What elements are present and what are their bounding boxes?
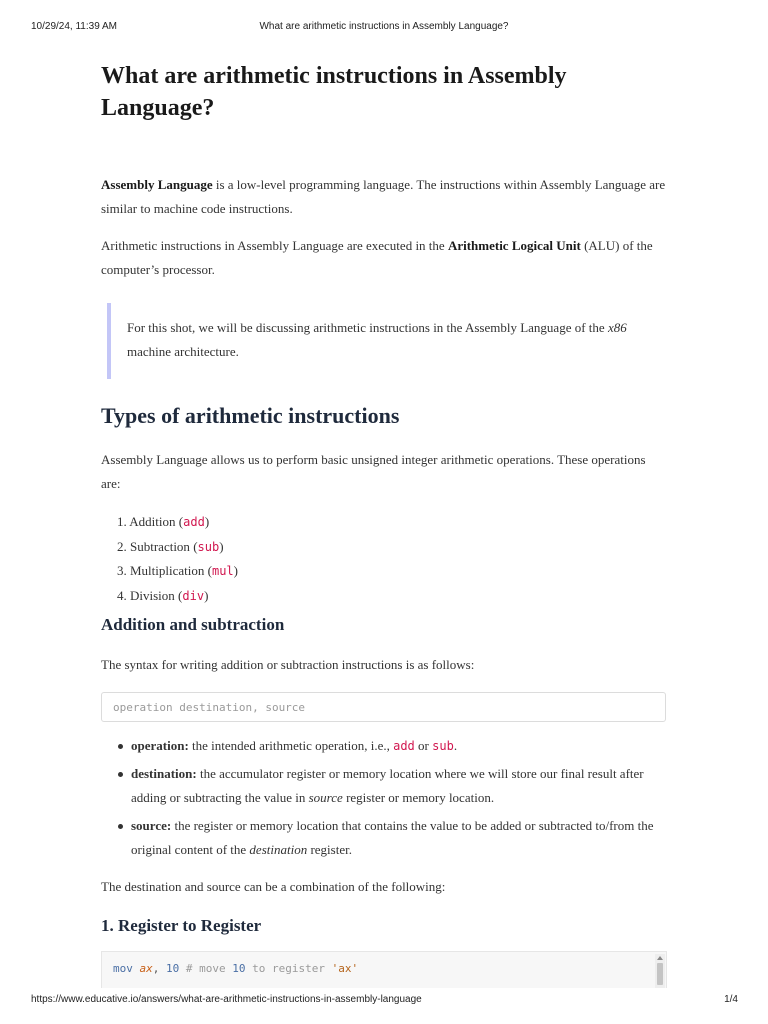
- code-add: add: [183, 515, 205, 529]
- register-to-register-heading: 1. Register to Register: [101, 916, 262, 935]
- code-line: mov ax, 10 # move 10 to register 'ax': [113, 962, 359, 975]
- alu-text-pre: Arithmetic instructions in Assembly Language are executed in the: [101, 238, 448, 253]
- list-item: 4. Division (div): [117, 587, 209, 603]
- note-paragraph: [127, 316, 627, 364]
- intro-text: is a low-level programming language. The instructions within Assembly Language are similar to machine code instructions.: [101, 177, 666, 216]
- print-datetime: 10/29/24, 11:39 AM: [31, 21, 117, 32]
- operations-list: [101, 510, 501, 608]
- print-page-title: What are arithmetic instructions in Assembly Language?: [259, 21, 509, 32]
- addsub-heading: Addition and subtraction: [101, 615, 285, 634]
- article-title: What are arithmetic instructions in Assembly Language?: [101, 63, 567, 121]
- note-blockquote: [107, 303, 671, 379]
- print-url: https://www.educative.io/answers/what-are-arithmetic-instructions-in-assembly-language: [31, 994, 422, 1005]
- syntax-code-block[interactable]: [101, 692, 666, 722]
- scroll-up-arrow-icon[interactable]: [657, 956, 663, 960]
- alu-paragraph: [101, 234, 668, 282]
- code-mul: mul: [211, 564, 234, 578]
- scrollbar-thumb[interactable]: [657, 963, 663, 985]
- list-item: destination: the accumulator register or memory location where we will store our final result after adding or subtracting the value in source register or memory location.: [101, 762, 668, 810]
- syntax-bullet-list: [101, 734, 668, 866]
- note-text-post: machine architecture.: [127, 344, 239, 359]
- combination-text: The destination and source can be a combination of the following:: [101, 879, 446, 894]
- list-item: source: the register or memory location that contains the value to be added or subtracted to/from the original content of the destination register.: [101, 814, 668, 862]
- code-scrollbar[interactable]: [655, 954, 665, 988]
- code-div: div: [182, 588, 205, 603]
- syntax-intro: The syntax for writing addition or subtraction instructions is as follows:: [101, 657, 475, 672]
- intro-bold: Assembly Language: [101, 177, 213, 192]
- syntax-code: operation destination, source: [113, 701, 306, 714]
- types-intro: Assembly Language allows us to perform basic unsigned integer arithmetic operations. These operations are:: [101, 452, 646, 491]
- note-em: x86: [607, 320, 627, 335]
- list-item: operation: the intended arithmetic operation, i.e., add or sub.: [101, 734, 668, 758]
- note-text-pre: For this shot, we will be discussing arithmetic instructions in the Assembly Language of the: [127, 320, 608, 335]
- list-item: 3. Multiplication (mul): [117, 563, 239, 578]
- alu-bold: Arithmetic Logical Unit: [447, 238, 581, 253]
- code-sub: sub: [432, 739, 454, 753]
- code-sub: sub: [197, 539, 220, 554]
- alu-text-post: (ALU) of the computer’s processor.: [101, 238, 653, 277]
- intro-paragraph: [101, 173, 668, 221]
- code-add: add: [393, 739, 415, 753]
- types-heading: Types of arithmetic instructions: [101, 403, 400, 428]
- list-item: 2. Subtraction (sub): [117, 538, 224, 554]
- print-page-number: 1/4: [724, 994, 738, 1005]
- register-code-block[interactable]: [101, 951, 667, 988]
- list-item: 1. Addition (add): [117, 514, 210, 529]
